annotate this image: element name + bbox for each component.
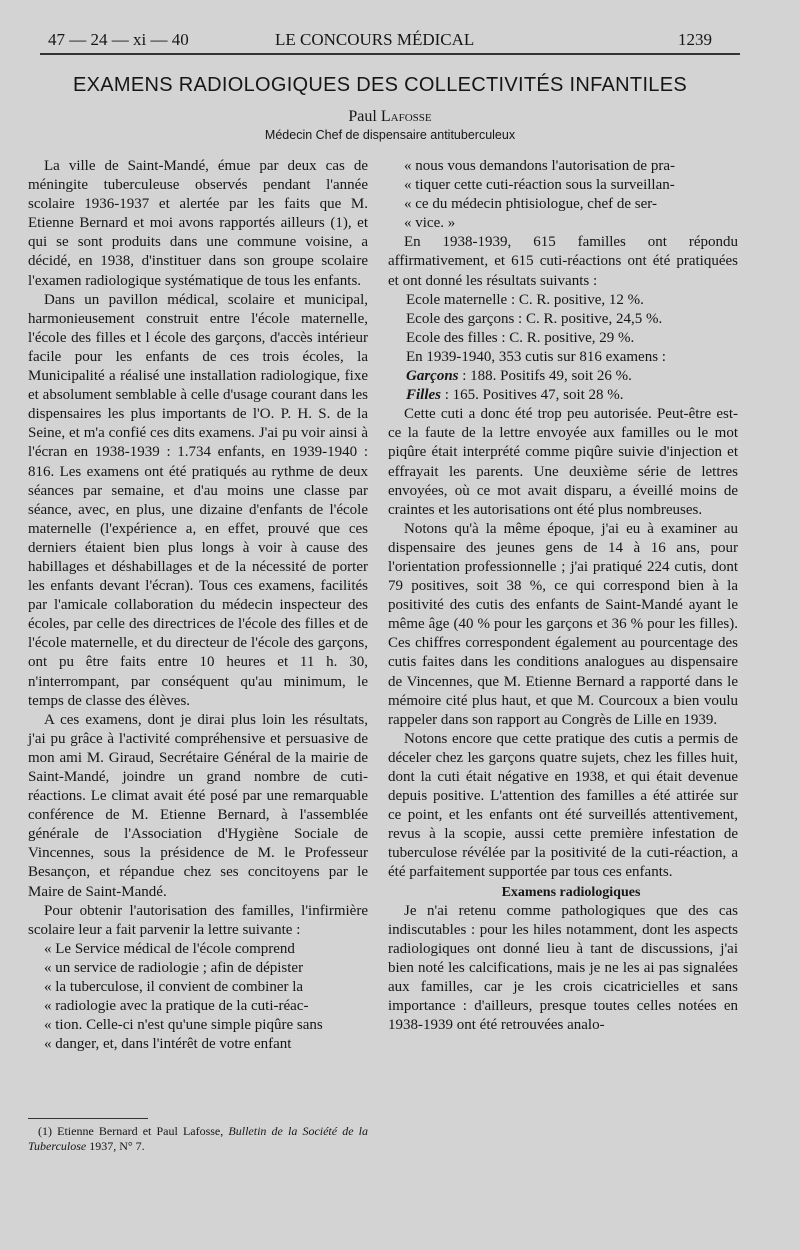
letter-quote-line: « la tuberculose, il convient de combiner la [44,979,304,996]
footnote-rule [28,1118,148,1119]
paragraph: Cette cuti a donc été trop peu autorisée. Peut-être est-ce la faute de la lettre envoyée aux familles ou le mot piqûre était interprété comme piqûre suivie d'injection et effrayait les parents. Une deuxième série de lettres envoyées, où ce mot avait disparu, a éveillé moins de craintes et les autorisations ont été plus nombreuses. [388,406,738,518]
letter-quote-line: « vice. » [404,215,456,232]
footnote-reference: 1937, N° 7. [89,1139,145,1153]
stat-line: En 1939-1940, 353 cutis sur 816 examens : [406,348,666,365]
stat-line [406,386,738,405]
header-rule [40,53,740,55]
article-title: EXAMENS RADIOLOGIQUES DES COLLECTIVITÉS INFANTILES [72,74,688,96]
page-number: 1239 [678,30,712,49]
stat-line: Ecole des garçons : C. R. positive, 24,5 %. [406,310,663,327]
stat-line: Ecole des filles : C. R. positive, 29 %. [406,329,635,346]
stat-line [406,367,738,386]
left-column [28,157,368,1054]
footnote-authors: Etienne Bernard et Paul Lafosse, [57,1124,224,1138]
footnote-journal: Bulletin de la Société de la Tuberculose [28,1124,369,1153]
paragraph: Je n'ai retenu comme pathologiques que des cas indiscutables : pour les hiles notamment, dont les aspects radiologiques ont donné lieu à tant de discussions, j'ai bien noté les calcifications, mais je ne les ai pas signalées aux familles, car je les crois cicatricielles et sans importance : d'ailleurs, presque toutes celles notées en 1938-1939 ont été retrouvées analo- [388,902,738,1034]
stat-label-garcons: Garçons [406,368,459,385]
stat-label-filles: Filles [406,387,442,404]
paragraph: Dans un pavillon médical, scolaire et municipal, harmonieusement construit entre l'école maternelle, l'école des filles et l école des garçons, d'accès intérieur facile pour les enfants de ces trois écoles, la Municipalité a réalisé une installation radiologique, fixe et absolument semblable à celle d'usage courant dans les dispensaires les plus importants de l'O. P. H. S. de la Seine, et m'a confié ces dits examens. J'ai pu voir ainsi à l'écran en 1938-1939 : 1.734 enfants, en 1939-1940 : 816. Les examens ont été pratiqués au rythme de deux séances par semaine, et d'au moins une classe par séance, avec, en plus, une dizaine d'enfants de l'école maternelle (l'expérience a, en effet, prouvé que ces derniers étaient bien plus longs à voir à cause des habillages et déshabillages et de la nécessité de porter les enfants devant l'écran). Tous ces examens, facilités par l'amicale collaboration du médecin inspecteur des écoles, par celle des directrices de l'école des filles et de l'école maternelle, et du directeur de l'école des garçons, ont pu être faits entre 10 heures et 11 h. 30, n'interrompant, par conséquent qu'au minimum, le temps de classe des élèves. [28,291,368,709]
running-header [0,30,800,52]
paragraph: La ville de Saint-Mandé, émue par deux cas de méningite tuberculeuse observés pendant l'année scolaire 1936-1937 et alertée par les faits que M. Etienne Bernard et moi avons rapportés ailleurs (1), et qui se sont produits dans une commune voisine, a décidé, en 1938, d'instituer dans son groupe scolaire l'examen radiologique systématique de tous les enfants. [28,158,368,289]
author-affiliation: Médecin Chef de dispensaire antituberculeux [264,128,516,142]
letter-quote-line: « radiologie avec la pratique de la cuti-réac- [44,998,309,1015]
author-first-name: Paul [348,108,377,125]
stat-value-garcons: : 188. Positifs 49, soit 26 %. [458,368,632,385]
journal-title: LE CONCOURS MÉDICAL [275,30,475,49]
paragraph: Notons qu'à la même époque, j'ai eu à examiner au dispensaire des jeunes gens de 14 à 16 ans, pour l'orientation professionnelle ; j'ai pratiqué 224 cutis, dont 79 positives, soit 38 %, ce qui correspond bien à la positivité des cutis des enfants de Saint-Mandé ayant le même âge (40 % pour les garçons et 36 % pour les filles). Ces chiffres correspondent également au pourcentage des cutis faites dans les conditions analogues au dispensaire de Vincennes, que M. Etienne Bernard a rapporté dans le mémoire cité plus haut, et que M. Courcoux a bien voulu rappeler dans son rapport au Congrès de Lille en 1939. [388,520,738,728]
section-heading: Examens radiologiques [501,884,641,900]
article-author [20,108,760,126]
letter-quote-line: « ce du médecin phtisiologue, chef de ser- [404,196,657,213]
stat-line: Ecole maternelle : C. R. positive, 12 %. [406,291,644,308]
letter-quote-line: « un service de radiologie ; afin de dépister [44,959,304,976]
paragraph: En 1938-1939, 615 familles ont répondu affirmativement, et 615 cuti-réactions ont été pratiquées et ont donné les résultats suivants : [388,234,738,289]
letter-quote-line: « danger, et, dans l'intérêt de votre enfant [44,1036,292,1053]
footnote [28,1124,368,1154]
letter-quote-line: « tion. Celle-ci n'est qu'une simple piqûre sans [44,1017,323,1034]
letter-quote-line: « nous vous demandons l'autorisation de pra- [404,158,675,174]
right-column [388,157,738,1035]
paragraph: A ces examens, dont je dirai plus loin les résultats, j'ai pu grâce à l'activité compréhensive et persuasive de mon ami M. Giraud, Secrétaire Général de la mairie de Saint-Mandé, joindre un grand nombre de cuti-réactions. Le climat avait été posé par une remarquable conférence de M. Etienne Bernard, à l'assemblée générale de l'Association d'Hygiène Sociale de Vincennes, sous la présidence de M. le Professeur Besançon, et répandue chez ses concitoyens par le Maire de Saint-Mandé. [28,711,368,900]
letter-quote-line: « tiquer cette cuti-réaction sous la surveillan- [404,177,675,194]
paragraph: Notons encore que cette pratique des cutis a permis de déceler chez les garçons quatre sujets, chez les filles huit, dont la cuti était négative en 1938, et qui était devenue depuis positive. L'attention des familles a été attirée sur ce point, et les enfants ont été surveillés attentivement, revus à la scopie, aussi cette première infestation de tuberculose révélée par la positivité de la cuti-réaction, a été parfaitement supportée par tous ces enfants. [388,730,738,881]
footnote-number: (1) [38,1124,52,1138]
paragraph: Pour obtenir l'autorisation des familles, l'infirmière scolaire leur a fait parvenir la lettre suivante : [28,902,368,938]
letter-quote-line: « Le Service médical de l'école comprend [44,940,295,957]
author-last-name: Lafosse [380,108,432,125]
stat-value-filles: : 165. Positives 47, soit 28 %. [441,387,624,404]
issue-reference: 47 — 24 — xi — 40 [48,30,189,49]
